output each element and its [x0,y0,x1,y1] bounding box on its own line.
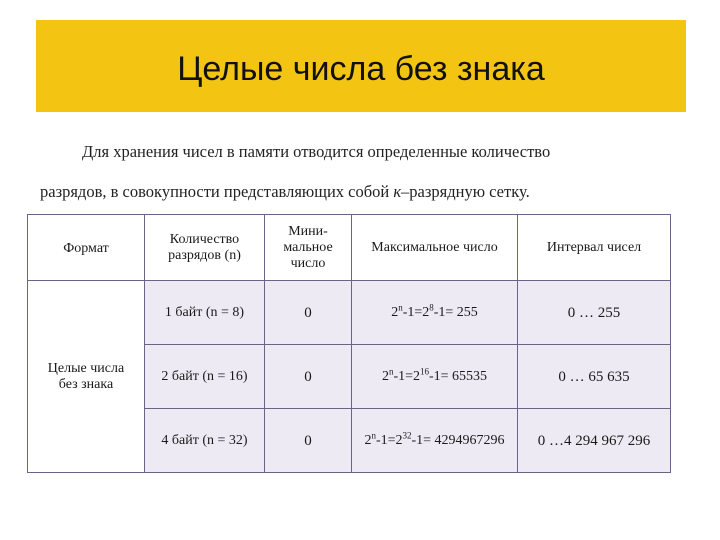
header-max [352,215,518,281]
row-bytes: 2 байт (n = 16) [145,345,265,409]
header-interval [518,215,671,281]
intro-line-2 [40,172,680,212]
max-exp-n: n [388,365,394,376]
row-min: 0 [265,281,352,345]
header-bit-count [145,215,265,281]
max-result: -1= 4294967296 [411,432,505,448]
max-exp-n: n [398,301,403,312]
row-max [352,345,518,409]
table-row [28,281,671,345]
max-exp-value: 16 [420,365,429,376]
slide-title: Целые числа без знака [177,49,545,88]
max-result: -1= 255 [433,304,478,320]
max-exp-value: 32 [402,429,412,440]
row-max [352,409,518,473]
format-cell [28,281,145,473]
max-mid: -1=2 [393,368,420,384]
max-base: 2 [364,432,372,448]
max-base: 2 [391,304,399,320]
intro-k-symbol: к [393,182,402,201]
row-min: 0 [265,345,352,409]
row-bytes: 1 байт (n = 8) [145,281,265,345]
header-min-line-3: число [290,255,326,271]
max-result: -1= 65535 [429,368,488,384]
header-format-label: Формат [63,240,109,256]
format-cell-line-1: Целые числа [47,360,125,376]
intro-line-2-text-a: разрядов, в совокупности представляющих собой [40,182,394,201]
row-min: 0 [265,409,352,473]
max-mid: -1=2 [375,432,403,448]
max-exp-n: n [371,429,376,440]
unsigned-integers-table [27,214,671,473]
table-header-row [28,215,671,281]
max-mid: -1=2 [402,304,430,320]
header-max-label: Максимальное число [371,239,498,255]
title-band [36,20,686,112]
row-max [352,281,518,345]
header-min-line-1: Мини- [288,223,328,239]
intro-paragraph [40,132,680,212]
row-interval: 0 … 255 [518,281,671,345]
header-bit-count-line-2: разрядов (n) [168,247,241,263]
intro-line-2-text-b: –разрядную сетку. [401,182,530,201]
header-min [265,215,352,281]
row-interval: 0 …4 294 967 296 [518,409,671,473]
max-base: 2 [381,368,389,384]
header-format [28,215,145,281]
intro-line-1: Для хранения чисел в памяти отводится определенные количество [82,142,551,161]
max-exp-value: 8 [429,301,434,312]
format-cell-line-2: без знака [58,376,114,392]
row-bytes: 4 байт (n = 32) [145,409,265,473]
header-interval-label: Интервал чисел [546,239,642,255]
row-interval: 0 … 65 635 [518,345,671,409]
header-bit-count-line-1: Количество [169,231,240,247]
header-min-line-2: мальное [283,239,333,255]
